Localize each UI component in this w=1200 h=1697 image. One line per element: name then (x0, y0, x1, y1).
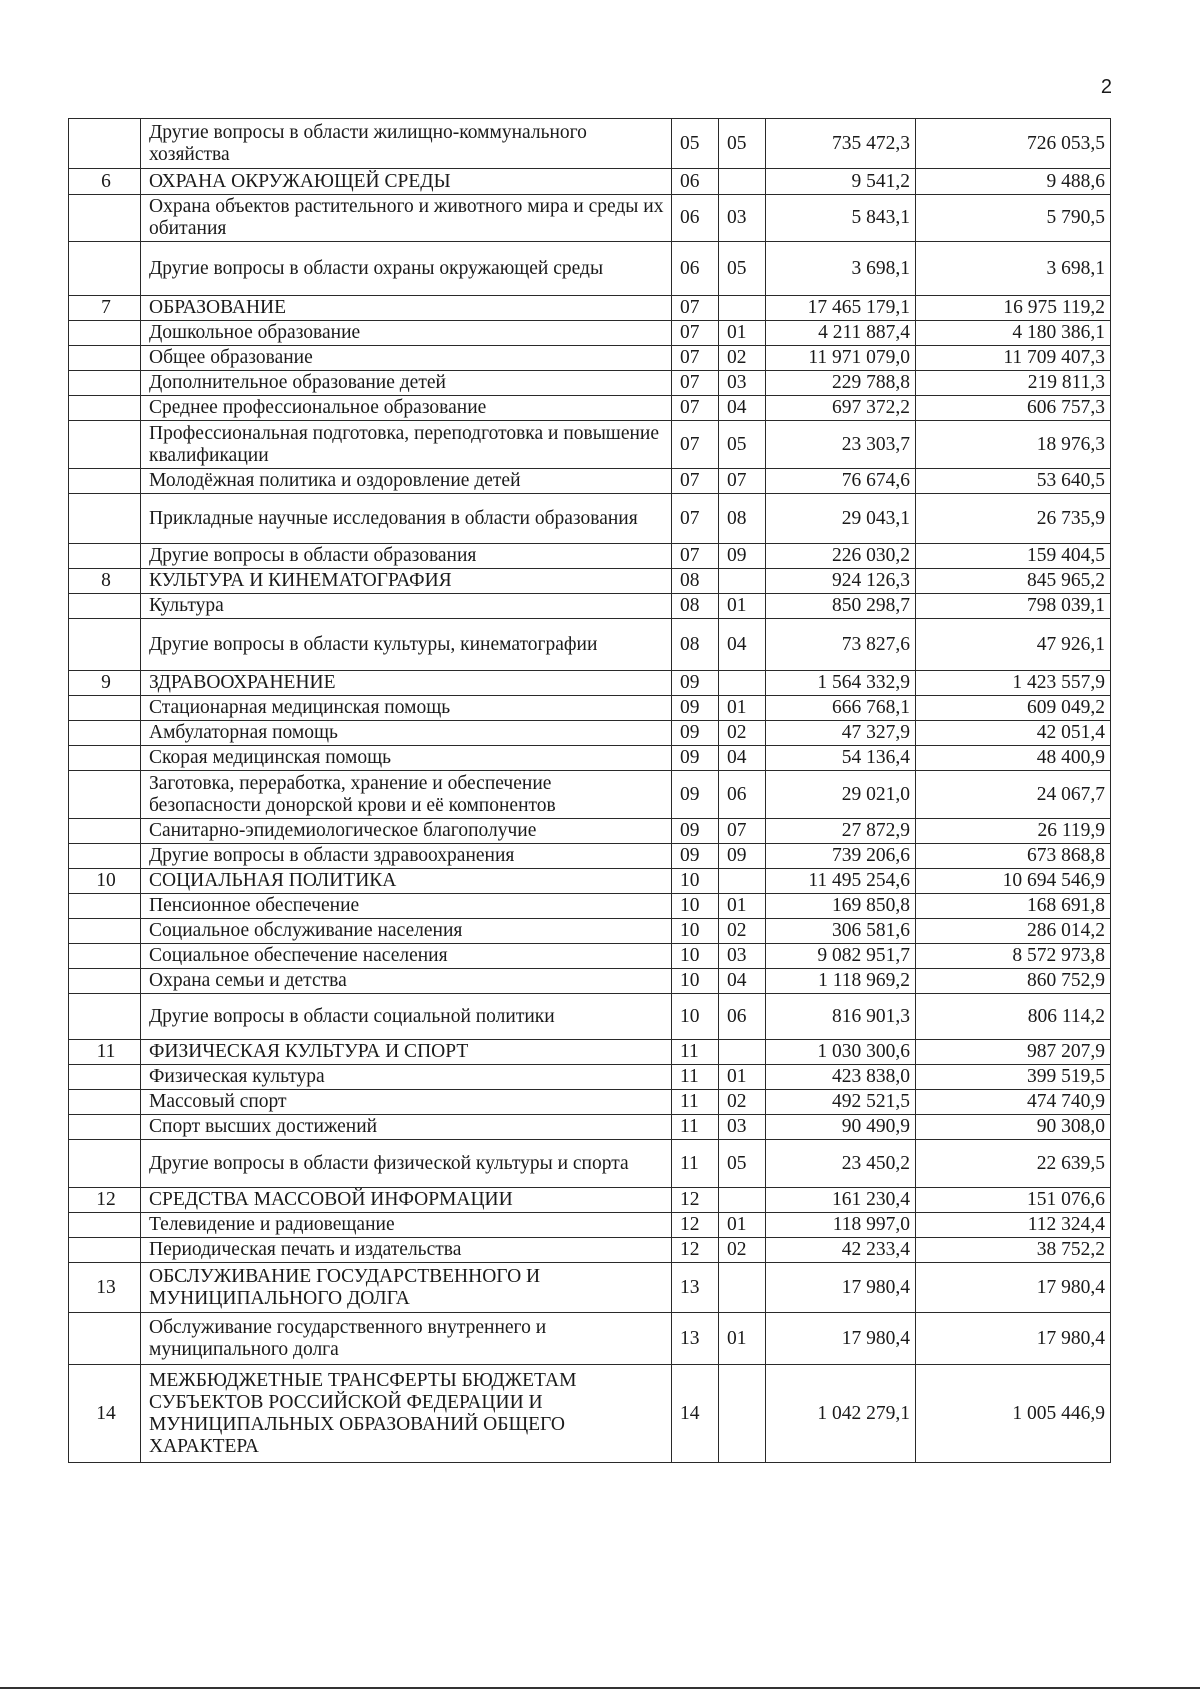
table-row (69, 396, 1111, 421)
row-number (69, 195, 141, 242)
row-number (69, 119, 141, 169)
amount-actual: 17 980,4 (916, 1313, 1111, 1365)
amount-plan: 1 118 969,2 (766, 969, 916, 994)
item-name: СОЦИАЛЬНАЯ ПОЛИТИКА (141, 869, 672, 894)
amount-actual: 26 119,9 (916, 819, 1111, 844)
section-code: 08 (672, 569, 719, 594)
budget-table (68, 118, 1111, 1463)
amount-actual: 53 640,5 (916, 469, 1111, 494)
item-name: Другие вопросы в области культуры, кинематографии (141, 619, 672, 671)
table-row (69, 195, 1111, 242)
amount-plan: 27 872,9 (766, 819, 916, 844)
row-number (69, 594, 141, 619)
subsection-code: 01 (719, 696, 766, 721)
amount-plan: 11 971 079,0 (766, 346, 916, 371)
amount-plan: 17 980,4 (766, 1313, 916, 1365)
subsection-code: 01 (719, 1213, 766, 1238)
amount-plan: 924 126,3 (766, 569, 916, 594)
amount-plan: 169 850,8 (766, 894, 916, 919)
amount-actual: 1 423 557,9 (916, 671, 1111, 696)
section-code: 09 (672, 721, 719, 746)
section-code: 07 (672, 296, 719, 321)
section-code: 12 (672, 1213, 719, 1238)
amount-actual: 8 572 973,8 (916, 944, 1111, 969)
section-code: 12 (672, 1238, 719, 1263)
amount-plan: 735 472,3 (766, 119, 916, 169)
subsection-code: 01 (719, 1065, 766, 1090)
section-code: 07 (672, 494, 719, 544)
subsection-code: 05 (719, 421, 766, 469)
subsection-code: 01 (719, 594, 766, 619)
row-number (69, 771, 141, 819)
table-row (69, 1313, 1111, 1365)
section-code: 12 (672, 1188, 719, 1213)
amount-actual: 47 926,1 (916, 619, 1111, 671)
subsection-code: 03 (719, 195, 766, 242)
item-name: ФИЗИЧЕСКАЯ КУЛЬТУРА И СПОРТ (141, 1040, 672, 1065)
item-name: Заготовка, переработка, хранение и обеспечение безопасности донорской крови и её компонентов (141, 771, 672, 819)
subsection-code: 03 (719, 371, 766, 396)
item-name: Охрана семьи и детства (141, 969, 672, 994)
amount-actual: 673 868,8 (916, 844, 1111, 869)
amount-plan: 306 581,6 (766, 919, 916, 944)
subsection-code: 05 (719, 119, 766, 169)
table-row (69, 1263, 1111, 1313)
table-row (69, 1065, 1111, 1090)
table-row (69, 969, 1111, 994)
item-name: Другие вопросы в области охраны окружающей среды (141, 242, 672, 296)
section-code: 07 (672, 321, 719, 346)
subsection-code: 04 (719, 969, 766, 994)
item-name: Охрана объектов растительного и животного мира и среды их обитания (141, 195, 672, 242)
item-name: Спорт высших достижений (141, 1115, 672, 1140)
row-number (69, 969, 141, 994)
amount-actual: 399 519,5 (916, 1065, 1111, 1090)
item-name: Культура (141, 594, 672, 619)
section-code: 07 (672, 396, 719, 421)
amount-plan: 5 843,1 (766, 195, 916, 242)
amount-plan: 161 230,4 (766, 1188, 916, 1213)
subsection-code (719, 169, 766, 195)
row-number (69, 371, 141, 396)
amount-plan: 17 980,4 (766, 1263, 916, 1313)
item-name: Другие вопросы в области образования (141, 544, 672, 569)
amount-plan: 3 698,1 (766, 242, 916, 296)
amount-plan: 47 327,9 (766, 721, 916, 746)
section-code: 07 (672, 421, 719, 469)
item-name: Скорая медицинская помощь (141, 746, 672, 771)
row-number (69, 994, 141, 1040)
row-number (69, 619, 141, 671)
row-number (69, 1090, 141, 1115)
table-row (69, 594, 1111, 619)
subsection-code: 07 (719, 819, 766, 844)
section-code: 11 (672, 1040, 719, 1065)
subsection-code: 09 (719, 844, 766, 869)
row-number (69, 894, 141, 919)
item-name: Другие вопросы в области социальной политики (141, 994, 672, 1040)
row-number (69, 321, 141, 346)
amount-actual: 10 694 546,9 (916, 869, 1111, 894)
table-row (69, 494, 1111, 544)
table-row (69, 242, 1111, 296)
table-row (69, 371, 1111, 396)
table-row (69, 869, 1111, 894)
subsection-code (719, 1263, 766, 1313)
subsection-code: 02 (719, 919, 766, 944)
subsection-code: 02 (719, 1238, 766, 1263)
amount-plan: 11 495 254,6 (766, 869, 916, 894)
amount-actual: 845 965,2 (916, 569, 1111, 594)
subsection-code (719, 569, 766, 594)
item-name: Стационарная медицинская помощь (141, 696, 672, 721)
subsection-code: 05 (719, 1140, 766, 1188)
table-row (69, 894, 1111, 919)
table-row (69, 544, 1111, 569)
section-code: 07 (672, 371, 719, 396)
table-row (69, 469, 1111, 494)
section-code: 09 (672, 746, 719, 771)
section-code: 09 (672, 771, 719, 819)
amount-actual: 24 067,7 (916, 771, 1111, 819)
table-row (69, 844, 1111, 869)
amount-actual: 987 207,9 (916, 1040, 1111, 1065)
row-number (69, 1065, 141, 1090)
amount-plan: 9 541,2 (766, 169, 916, 195)
page-number: 2 (1100, 76, 1112, 98)
amount-actual: 1 005 446,9 (916, 1365, 1111, 1463)
amount-actual: 219 811,3 (916, 371, 1111, 396)
subsection-code: 04 (719, 396, 766, 421)
subsection-code: 09 (719, 544, 766, 569)
row-number (69, 242, 141, 296)
section-code: 07 (672, 544, 719, 569)
amount-actual: 16 975 119,2 (916, 296, 1111, 321)
row-number (69, 844, 141, 869)
row-number (69, 1238, 141, 1263)
subsection-code (719, 1188, 766, 1213)
row-number (69, 696, 141, 721)
amount-plan: 1 564 332,9 (766, 671, 916, 696)
amount-actual: 3 698,1 (916, 242, 1111, 296)
table-row (69, 346, 1111, 371)
row-number: 11 (69, 1040, 141, 1065)
row-number: 10 (69, 869, 141, 894)
section-code: 13 (672, 1263, 719, 1313)
item-name: Дошкольное образование (141, 321, 672, 346)
subsection-code: 01 (719, 1313, 766, 1365)
section-code: 11 (672, 1115, 719, 1140)
item-name: Общее образование (141, 346, 672, 371)
amount-plan: 226 030,2 (766, 544, 916, 569)
subsection-code: 01 (719, 894, 766, 919)
table-row (69, 1188, 1111, 1213)
row-number (69, 1313, 141, 1365)
subsection-code (719, 296, 766, 321)
row-number (69, 396, 141, 421)
item-name: Молодёжная политика и оздоровление детей (141, 469, 672, 494)
amount-plan: 423 838,0 (766, 1065, 916, 1090)
row-number: 8 (69, 569, 141, 594)
row-number (69, 746, 141, 771)
item-name: Обслуживание государственного внутреннего и муниципального долга (141, 1313, 672, 1365)
row-number: 13 (69, 1263, 141, 1313)
amount-plan: 666 768,1 (766, 696, 916, 721)
table-row (69, 696, 1111, 721)
item-name: Социальное обслуживание населения (141, 919, 672, 944)
section-code: 07 (672, 469, 719, 494)
amount-plan: 17 465 179,1 (766, 296, 916, 321)
item-name: ЗДРАВООХРАНЕНИЕ (141, 671, 672, 696)
section-code: 11 (672, 1065, 719, 1090)
item-name: Физическая культура (141, 1065, 672, 1090)
amount-actual: 42 051,4 (916, 721, 1111, 746)
section-code: 06 (672, 195, 719, 242)
table-row (69, 746, 1111, 771)
section-code: 10 (672, 994, 719, 1040)
subsection-code (719, 869, 766, 894)
table-row (69, 1238, 1111, 1263)
amount-actual: 11 709 407,3 (916, 346, 1111, 371)
amount-actual: 798 039,1 (916, 594, 1111, 619)
table-row (69, 619, 1111, 671)
amount-plan: 1 030 300,6 (766, 1040, 916, 1065)
amount-plan: 90 490,9 (766, 1115, 916, 1140)
item-name: Санитарно-эпидемиологическое благополучие (141, 819, 672, 844)
amount-actual: 806 114,2 (916, 994, 1111, 1040)
table-row (69, 421, 1111, 469)
amount-actual: 606 757,3 (916, 396, 1111, 421)
amount-actual: 168 691,8 (916, 894, 1111, 919)
section-code: 10 (672, 869, 719, 894)
row-number: 6 (69, 169, 141, 195)
section-code: 07 (672, 346, 719, 371)
amount-plan: 29 043,1 (766, 494, 916, 544)
row-number (69, 469, 141, 494)
row-number (69, 721, 141, 746)
budget-table-body (69, 119, 1111, 1463)
table-row (69, 169, 1111, 195)
subsection-code: 06 (719, 771, 766, 819)
amount-plan: 23 450,2 (766, 1140, 916, 1188)
row-number: 12 (69, 1188, 141, 1213)
row-number: 14 (69, 1365, 141, 1463)
amount-plan: 229 788,8 (766, 371, 916, 396)
section-code: 10 (672, 969, 719, 994)
amount-plan: 76 674,6 (766, 469, 916, 494)
amount-plan: 739 206,6 (766, 844, 916, 869)
table-row (69, 569, 1111, 594)
table-row (69, 321, 1111, 346)
amount-plan: 850 298,7 (766, 594, 916, 619)
item-name: Периодическая печать и издательства (141, 1238, 672, 1263)
amount-actual: 609 049,2 (916, 696, 1111, 721)
row-number (69, 819, 141, 844)
table-row (69, 1040, 1111, 1065)
item-name: ОХРАНА ОКРУЖАЮЩЕЙ СРЕДЫ (141, 169, 672, 195)
amount-plan: 54 136,4 (766, 746, 916, 771)
subsection-code: 02 (719, 346, 766, 371)
amount-actual: 90 308,0 (916, 1115, 1111, 1140)
amount-plan: 118 997,0 (766, 1213, 916, 1238)
item-name: МЕЖБЮДЖЕТНЫЕ ТРАНСФЕРТЫ БЮДЖЕТАМ СУБЪЕКТОВ РОССИЙСКОЙ ФЕДЕРАЦИИ И МУНИЦИПАЛЬНЫХ ОБРАЗОВАНИЙ ОБЩЕГО ХАРАКТЕРА (141, 1365, 672, 1463)
row-number (69, 1140, 141, 1188)
table-row (69, 119, 1111, 169)
subsection-code: 03 (719, 1115, 766, 1140)
section-code: 09 (672, 844, 719, 869)
table-row (69, 771, 1111, 819)
row-number (69, 1115, 141, 1140)
row-number (69, 944, 141, 969)
subsection-code: 06 (719, 994, 766, 1040)
item-name: Профессиональная подготовка, переподготовка и повышение квалификации (141, 421, 672, 469)
item-name: Телевидение и радиовещание (141, 1213, 672, 1238)
item-name: ОБСЛУЖИВАНИЕ ГОСУДАРСТВЕННОГО И МУНИЦИПАЛЬНОГО ДОЛГА (141, 1263, 672, 1313)
table-row (69, 721, 1111, 746)
table-row (69, 671, 1111, 696)
section-code: 06 (672, 169, 719, 195)
row-number: 7 (69, 296, 141, 321)
table-row (69, 1213, 1111, 1238)
amount-plan: 23 303,7 (766, 421, 916, 469)
row-number (69, 346, 141, 371)
amount-actual: 18 976,3 (916, 421, 1111, 469)
subsection-code (719, 1365, 766, 1463)
item-name: СРЕДСТВА МАССОВОЙ ИНФОРМАЦИИ (141, 1188, 672, 1213)
row-number (69, 494, 141, 544)
table-row (69, 296, 1111, 321)
section-code: 06 (672, 242, 719, 296)
amount-plan: 42 233,4 (766, 1238, 916, 1263)
item-name: Массовый спорт (141, 1090, 672, 1115)
amount-actual: 26 735,9 (916, 494, 1111, 544)
section-code: 09 (672, 696, 719, 721)
amount-actual: 4 180 386,1 (916, 321, 1111, 346)
section-code: 08 (672, 594, 719, 619)
section-code: 08 (672, 619, 719, 671)
item-name: Среднее профессиональное образование (141, 396, 672, 421)
section-code: 10 (672, 894, 719, 919)
item-name: Амбулаторная помощь (141, 721, 672, 746)
table-row (69, 819, 1111, 844)
subsection-code: 04 (719, 746, 766, 771)
subsection-code: 02 (719, 1090, 766, 1115)
table-row (69, 1140, 1111, 1188)
subsection-code: 02 (719, 721, 766, 746)
amount-actual: 286 014,2 (916, 919, 1111, 944)
item-name: КУЛЬТУРА И КИНЕМАТОГРАФИЯ (141, 569, 672, 594)
item-name: Пенсионное обеспечение (141, 894, 672, 919)
subsection-code: 03 (719, 944, 766, 969)
item-name: Другие вопросы в области жилищно-коммунального хозяйства (141, 119, 672, 169)
row-number (69, 544, 141, 569)
table-row (69, 1365, 1111, 1463)
amount-actual: 474 740,9 (916, 1090, 1111, 1115)
amount-actual: 112 324,4 (916, 1213, 1111, 1238)
amount-plan: 4 211 887,4 (766, 321, 916, 346)
section-code: 13 (672, 1313, 719, 1365)
amount-actual: 5 790,5 (916, 195, 1111, 242)
table-row (69, 1115, 1111, 1140)
table-row (69, 944, 1111, 969)
amount-plan: 9 082 951,7 (766, 944, 916, 969)
amount-plan: 816 901,3 (766, 994, 916, 1040)
subsection-code (719, 1040, 766, 1065)
amount-actual: 48 400,9 (916, 746, 1111, 771)
row-number (69, 421, 141, 469)
amount-plan: 1 042 279,1 (766, 1365, 916, 1463)
item-name: Социальное обеспечение населения (141, 944, 672, 969)
section-code: 05 (672, 119, 719, 169)
table-row (69, 994, 1111, 1040)
row-number (69, 1213, 141, 1238)
amount-plan: 697 372,2 (766, 396, 916, 421)
amount-plan: 29 021,0 (766, 771, 916, 819)
section-code: 09 (672, 671, 719, 696)
section-code: 09 (672, 819, 719, 844)
amount-actual: 860 752,9 (916, 969, 1111, 994)
table-row (69, 1090, 1111, 1115)
subsection-code: 07 (719, 469, 766, 494)
item-name: ОБРАЗОВАНИЕ (141, 296, 672, 321)
section-code: 11 (672, 1140, 719, 1188)
section-code: 11 (672, 1090, 719, 1115)
subsection-code: 04 (719, 619, 766, 671)
amount-actual: 38 752,2 (916, 1238, 1111, 1263)
row-number: 9 (69, 671, 141, 696)
section-code: 14 (672, 1365, 719, 1463)
item-name: Другие вопросы в области физической культуры и спорта (141, 1140, 672, 1188)
subsection-code (719, 671, 766, 696)
amount-actual: 151 076,6 (916, 1188, 1111, 1213)
row-number (69, 919, 141, 944)
amount-actual: 159 404,5 (916, 544, 1111, 569)
amount-plan: 73 827,6 (766, 619, 916, 671)
amount-actual: 726 053,5 (916, 119, 1111, 169)
subsection-code: 08 (719, 494, 766, 544)
amount-actual: 17 980,4 (916, 1263, 1111, 1313)
item-name: Прикладные научные исследования в области образования (141, 494, 672, 544)
amount-actual: 9 488,6 (916, 169, 1111, 195)
subsection-code: 05 (719, 242, 766, 296)
table-row (69, 919, 1111, 944)
amount-plan: 492 521,5 (766, 1090, 916, 1115)
item-name: Другие вопросы в области здравоохранения (141, 844, 672, 869)
amount-actual: 22 639,5 (916, 1140, 1111, 1188)
subsection-code: 01 (719, 321, 766, 346)
section-code: 10 (672, 919, 719, 944)
section-code: 10 (672, 944, 719, 969)
item-name: Дополнительное образование детей (141, 371, 672, 396)
scan-edge-line (0, 1687, 1200, 1689)
